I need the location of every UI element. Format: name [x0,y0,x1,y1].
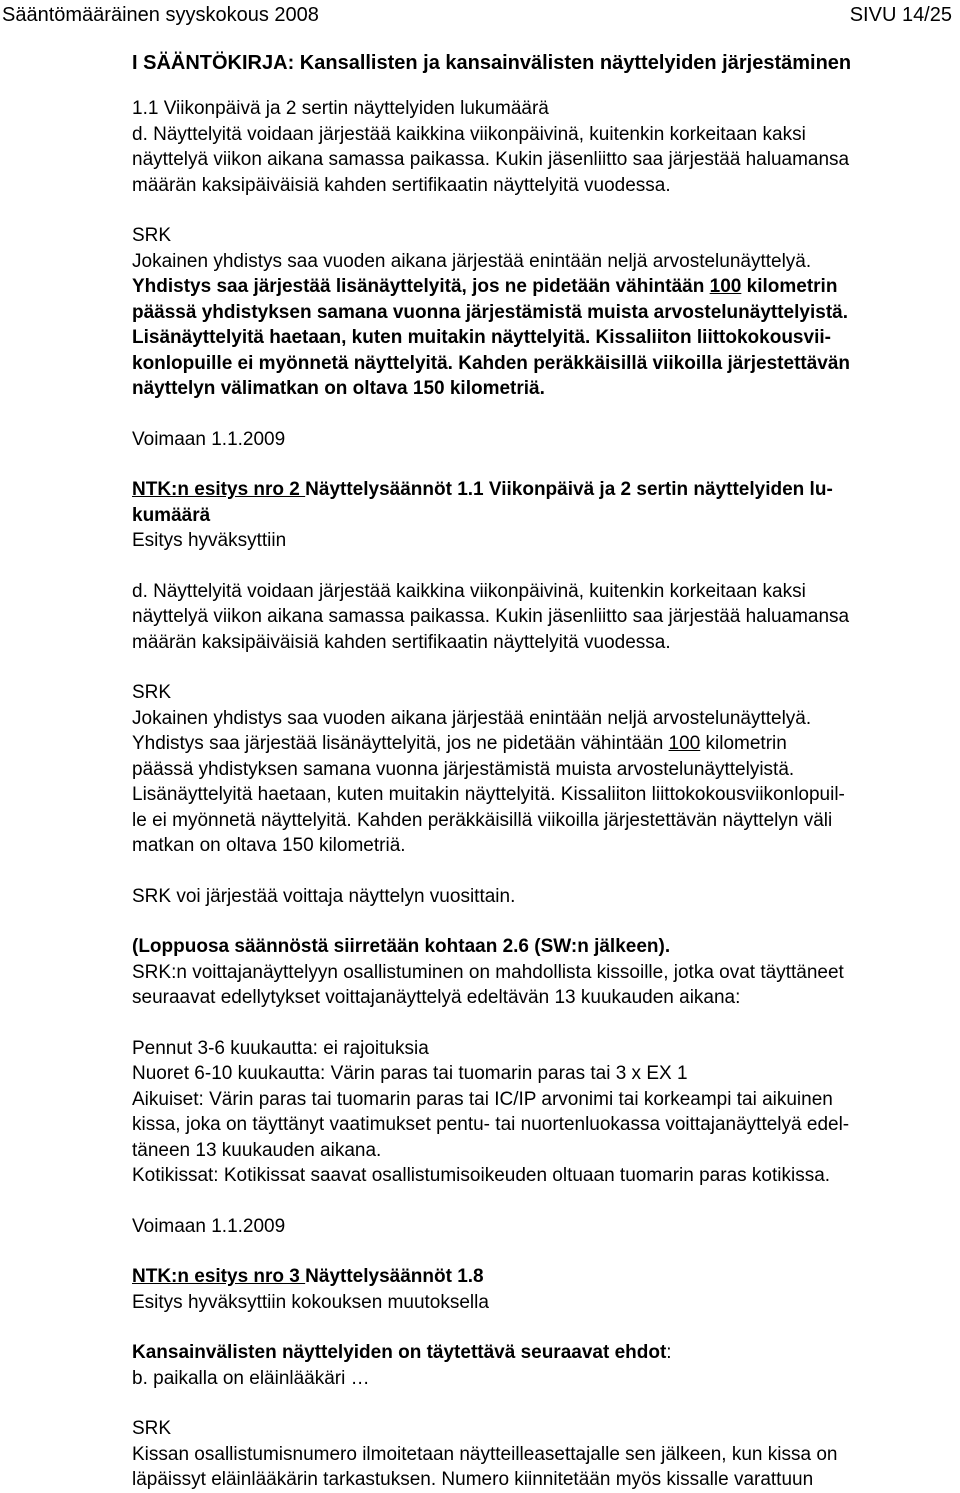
srk-label: SRK [132,682,172,703]
proposal-label: NTK:n esitys nro 2 [132,479,306,500]
srk-label: SRK [132,1418,172,1439]
rule-juniors: Nuoret 6-10 kuukautta: Värin paras tai tuomarin paras tai 3 x EX 1 [132,1063,688,1084]
paragraph-line: SRK voi järjestää voittaja näyttelyn vuosittain. [132,885,516,907]
paragraph-line: Yhdistys saa järjestää lisänäyttelyitä, jos ne pidetään vähintään 100 kilometrin [132,733,787,754]
bold-line: Lisänäyttelyitä haetaan, kuten muitakin näyttelyitä. Kissaliiton liittokokousvii- [132,327,831,348]
paragraph-line: päässä yhdistyksen samana vuonna järjestämistä muista arvostelunäyttelyistä. [132,758,795,780]
underlined-distance: 100 [709,276,742,297]
document-main-title: I SÄÄNTÖKIRJA: Kansallisten ja kansainvälisten näyttelyiden järjestäminen [132,52,852,74]
paragraph-line: määrän kaksipäiväisiä kahden sertifikaatin näyttelyitä vuodessa. [132,631,671,653]
bold-line: näyttelyn välimatkan on oltava 150 kilometriä. [132,378,545,399]
proposal-heading: NTK:n esitys nro 2 Näyttelysäännöt 1.1 Viikonpäivä ja 2 sertin näyttelyiden lu- [132,479,833,500]
paragraph-line: läpäissyt eläinlääkärin tarkastuksen. Numero kiinnitetään myös kissalle varattuun [132,1469,814,1490]
paragraph-line: näyttelyä viikon aikana samassa paikassa. Kukin jäsenliitto saa järjestää haluamansa [132,606,850,627]
proposal-status: Esitys hyväksyttiin [132,530,287,551]
paragraph-line: SRK:n voittajanäyttelyyn osallistuminen on mahdollista kissoille, jotka ovat täyttäneet [132,961,844,983]
proposal-status: Esitys hyväksyttiin kokouksen muutoksella [132,1291,489,1313]
paragraph-line: Lisänäyttelyitä haetaan, kuten muitakin näyttelyitä. Kissaliiton liittokokousviikonlopuil- [132,784,845,805]
proposal-label: NTK:n esitys nro 3 [132,1266,306,1287]
rule-adults-cont: kissa, joka on täyttänyt vaatimukset pentu- tai nuortenluokassa voittajanäyttelyä edel- [132,1114,850,1135]
bold-line: päässä yhdistyksen samana vuonna järjestämistä muista arvostelunäyttelyistä. [132,301,848,323]
effective-date: Voimaan 1.1.2009 [132,1215,286,1237]
moved-note: (Loppuosa säännöstä siirretään kohtaan 2.6 (SW:n jälkeen). [132,936,671,957]
proposal-heading-cont: kumäärä [132,504,211,526]
rule-house-cats: Kotikissat: Kotikissat saavat osallistumisoikeuden oltuaan tuomarin paras kotikissa. [132,1165,831,1186]
paragraph-line: näyttelyä viikon aikana samassa paikassa. Kukin jäsenliitto saa järjestää haluamansa [132,149,850,170]
paragraph-line: d. Näyttelyitä voidaan järjestää kaikkina viikonpäivinä, kuitenkin korkeitaan kaksi [132,580,806,602]
bold-line: Yhdistys saa järjestää lisänäyttelyitä, jos ne pidetään vähintään 100 kilometrin [132,276,838,297]
paragraph-line: Jokainen yhdistys saa vuoden aikana järjestää enintään neljä arvostelunäyttelyä. [132,707,812,729]
paragraph-line: Kissan osallistumisnumero ilmoitetaan näytteilleasettajalle sen jälkeen, kun kissa on [132,1443,838,1465]
bold-line: konlopuille ei myönnetä näyttelyitä. Kahden peräkkäisillä viikoilla järjestettävän [132,352,851,374]
header-page-number: SIVU 14/25 [849,4,952,26]
paragraph-line: Jokainen yhdistys saa vuoden aikana järjestää enintään neljä arvostelunäyttelyä. [132,250,812,272]
conditions-heading: Kansainvälisten näyttelyiden on täytettävä seuraavat ehdot: [132,1342,672,1363]
paragraph-line: matkan on oltava 150 kilometriä. [132,835,406,856]
document-body [132,96,932,1493]
paragraph-line: b. paikalla on eläinlääkäri … [132,1367,370,1389]
rule-kittens: Pennut 3-6 kuukautta: ei rajoituksia [132,1037,429,1059]
rule-adults-cont: täneen 13 kuukauden aikana. [132,1139,382,1161]
paragraph-line: määrän kaksipäiväisiä kahden sertifikaatin näyttelyitä vuodessa. [132,174,671,196]
srk-label: SRK [132,225,172,246]
section-heading: 1.1 Viikonpäivä ja 2 sertin näyttelyiden lukumäärä [132,98,549,119]
header-meeting-title: Sääntömääräinen syyskokous 2008 [2,4,319,26]
paragraph-line: d. Näyttelyitä voidaan järjestää kaikkina viikonpäivinä, kuitenkin korkeitaan kaksi [132,123,806,145]
effective-date: Voimaan 1.1.2009 [132,428,286,450]
paragraph-line: seuraavat edellytykset voittajanäyttelyä edeltävän 13 kuukauden aikana: [132,987,741,1008]
rule-adults: Aikuiset: Värin paras tai tuomarin paras tai IC/IP arvonimi tai korkeampi tai aikuinen [132,1088,833,1110]
underlined-distance: 100 [668,733,701,754]
proposal-heading: NTK:n esitys nro 3 Näyttelysäännöt 1.8 [132,1266,484,1287]
paragraph-line: le ei myönnetä näyttelyitä. Kahden peräkkäisillä viikoilla järjestettävän näyttelyn väli [132,809,833,831]
